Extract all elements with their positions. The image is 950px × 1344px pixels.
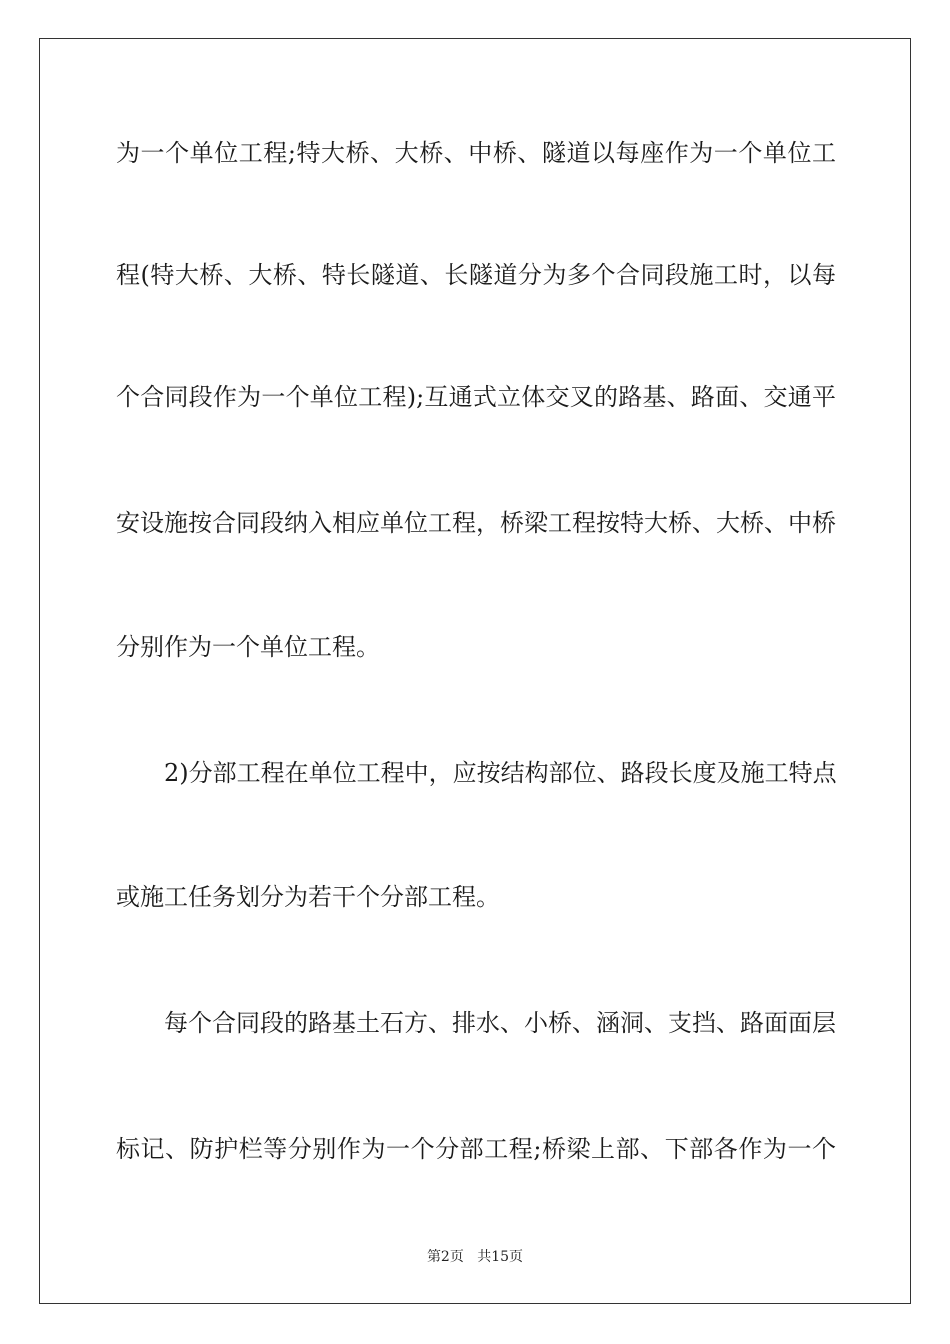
body-text-line-5: 分别作为一个单位工程。 bbox=[116, 633, 380, 661]
body-text-line-3: 个合同段作为一个单位工程);互通式立体交叉的路基、路面、交通平 bbox=[116, 383, 836, 411]
paragraph-3-line-1: 每个合同段的路基土石方、排水、小桥、涵洞、支挡、路面面层 bbox=[164, 1009, 836, 1037]
body-text-line-4: 安设施按合同段纳入相应单位工程，桥梁工程按特大桥、大桥、中桥 bbox=[116, 509, 836, 537]
footer-gap bbox=[464, 1249, 477, 1265]
page-border bbox=[39, 38, 911, 1304]
paragraph-3-line-2: 标记、防护栏等分别作为一个分部工程;桥梁上部、下部各作为一个 bbox=[116, 1135, 836, 1163]
body-text-line-2: 程(特大桥、大桥、特长隧道、长隧道分为多个合同段施工时，以每 bbox=[116, 261, 836, 289]
paragraph-2-line-2: 或施工任务划分为若干个分部工程。 bbox=[116, 883, 500, 911]
page-number: 第2页 bbox=[426, 1249, 464, 1265]
body-text-line-1: 为一个单位工程;特大桥、大桥、中桥、隧道以每座作为一个单位工 bbox=[116, 139, 836, 167]
paragraph-2-line-1: 2)分部工程在单位工程中，应按结构部位、路段长度及施工特点 bbox=[164, 759, 837, 787]
total-pages: 共15页 bbox=[477, 1249, 524, 1265]
page-footer bbox=[0, 1248, 950, 1266]
